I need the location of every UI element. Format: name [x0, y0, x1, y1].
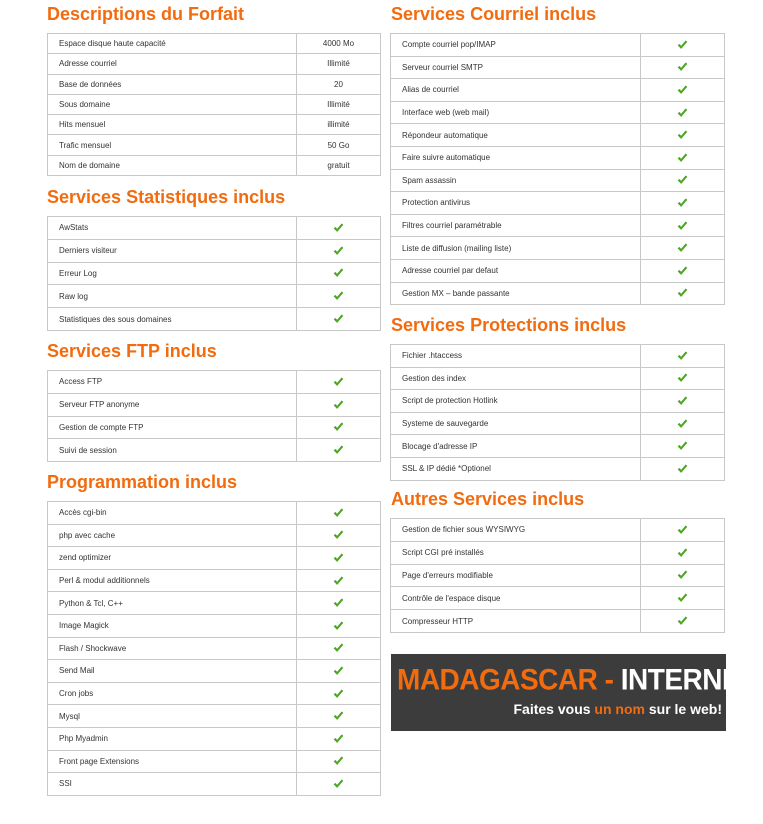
row-label: Gestion de compte FTP — [48, 416, 297, 439]
slogan-highlight: un nom — [594, 701, 645, 717]
row-value: gratuit — [297, 155, 381, 175]
row-label: Base de données — [48, 74, 297, 94]
forfait-table — [47, 33, 381, 176]
row-value: illimité — [297, 115, 381, 135]
check-icon — [677, 441, 688, 451]
check-icon — [333, 756, 344, 766]
forfait-title: Descriptions du Forfait — [47, 4, 245, 24]
brand-part2: INTERNET — [620, 663, 757, 696]
table-row — [391, 390, 725, 413]
row-included — [297, 637, 381, 660]
check-icon — [677, 153, 688, 163]
row-included — [641, 610, 725, 633]
row-label: Statistiques des sous domaines — [48, 308, 297, 331]
row-label: SSI — [48, 773, 297, 796]
table-row — [391, 610, 725, 633]
table-row — [48, 439, 381, 462]
table-row — [391, 345, 725, 368]
row-label: Adresse courriel — [48, 54, 297, 74]
table-row — [391, 282, 725, 305]
row-label: Répondeur automatique — [391, 124, 641, 147]
row-label: Accès cgi-bin — [48, 502, 297, 525]
table-row — [48, 524, 381, 547]
row-label: Page d'erreurs modifiable — [391, 564, 641, 587]
row-label: Script de protection Hotlink — [391, 390, 641, 413]
table-row — [391, 367, 725, 390]
check-icon — [333, 314, 344, 324]
table-row — [48, 773, 381, 796]
row-included — [641, 146, 725, 169]
row-label: SSL & IP dédié *Optionel — [391, 457, 641, 480]
table-row — [48, 285, 381, 308]
table-row — [391, 169, 725, 192]
table-row — [48, 217, 381, 240]
check-icon — [677, 40, 688, 50]
row-included — [641, 214, 725, 237]
row-included — [641, 435, 725, 458]
check-icon — [333, 734, 344, 744]
row-included — [641, 259, 725, 282]
row-label: Image Magick — [48, 614, 297, 637]
row-included — [297, 547, 381, 570]
table-row — [391, 412, 725, 435]
check-icon — [677, 593, 688, 603]
check-icon — [677, 198, 688, 208]
row-label: Compte courriel pop/IMAP — [391, 34, 641, 57]
brand-part1: MADAGASCAR — [397, 663, 598, 696]
check-icon — [333, 246, 344, 256]
row-included — [297, 705, 381, 728]
row-label: Faire suivre automatique — [391, 146, 641, 169]
check-icon — [333, 223, 344, 233]
row-label: Gestion de fichier sous WYSIWYG — [391, 519, 641, 542]
courriel-title: Services Courriel inclus — [391, 4, 597, 24]
table-row — [391, 457, 725, 480]
check-icon — [333, 553, 344, 563]
row-included — [641, 587, 725, 610]
row-included — [297, 439, 381, 462]
autres-table — [390, 518, 725, 633]
row-included — [297, 262, 381, 285]
row-included — [297, 524, 381, 547]
check-icon — [677, 243, 688, 253]
row-included — [641, 124, 725, 147]
check-icon — [677, 570, 688, 580]
table-row — [48, 74, 381, 94]
row-included — [297, 371, 381, 394]
check-icon — [333, 643, 344, 653]
row-value: 50 Go — [297, 135, 381, 155]
check-icon — [677, 266, 688, 276]
banner-slogan — [514, 701, 723, 717]
row-included — [641, 519, 725, 542]
table-row — [391, 192, 725, 215]
check-icon — [333, 377, 344, 387]
madagascar-internet-banner[interactable] — [391, 654, 757, 731]
table-row — [391, 146, 725, 169]
check-icon — [333, 291, 344, 301]
row-included — [641, 390, 725, 413]
row-included — [641, 237, 725, 260]
row-included — [641, 79, 725, 102]
check-icon — [677, 525, 688, 535]
check-icon — [677, 419, 688, 429]
table-row — [48, 660, 381, 683]
row-included — [641, 367, 725, 390]
table-row — [48, 155, 381, 175]
row-included — [297, 614, 381, 637]
row-label: Flash / Shockwave — [48, 637, 297, 660]
protections-title: Services Protections inclus — [391, 315, 627, 335]
table-row — [48, 502, 381, 525]
row-label: AwStats — [48, 217, 297, 240]
row-included — [297, 682, 381, 705]
check-icon — [677, 85, 688, 95]
row-included — [297, 285, 381, 308]
table-row — [391, 101, 725, 124]
statistiques-title: Services Statistiques inclus — [47, 187, 286, 207]
row-label: Systeme de sauvegarde — [391, 412, 641, 435]
check-icon — [677, 464, 688, 474]
row-label: Fichier .htaccess — [391, 345, 641, 368]
table-row — [391, 259, 725, 282]
row-label: Spam assassin — [391, 169, 641, 192]
row-label: Hits mensuel — [48, 115, 297, 135]
table-row — [48, 547, 381, 570]
table-row — [48, 54, 381, 74]
check-icon — [333, 530, 344, 540]
row-included — [297, 569, 381, 592]
row-label: Trafic mensuel — [48, 135, 297, 155]
row-value: Illimité — [297, 94, 381, 114]
row-label: php avec cache — [48, 524, 297, 547]
table-row — [48, 637, 381, 660]
row-included — [641, 34, 725, 57]
row-label: Nom de domaine — [48, 155, 297, 175]
row-label: Adresse courriel par defaut — [391, 259, 641, 282]
table-row — [48, 135, 381, 155]
table-row — [48, 94, 381, 114]
table-row — [391, 541, 725, 564]
table-row — [391, 519, 725, 542]
table-row — [391, 34, 725, 57]
row-label: Gestion MX – bande passante — [391, 282, 641, 305]
row-included — [297, 660, 381, 683]
row-label: Protection antivirus — [391, 192, 641, 215]
table-row — [48, 569, 381, 592]
slogan-post: sur le web! — [644, 701, 722, 717]
row-included — [297, 750, 381, 773]
row-label: Front page Extensions — [48, 750, 297, 773]
check-icon — [333, 711, 344, 721]
row-label: Raw log — [48, 285, 297, 308]
row-label: Perl & modul additionnels — [48, 569, 297, 592]
programmation-title: Programmation inclus — [47, 472, 238, 492]
check-icon — [677, 548, 688, 558]
row-label: Cron jobs — [48, 682, 297, 705]
row-label: Script CGI pré installés — [391, 541, 641, 564]
row-included — [641, 345, 725, 368]
table-row — [48, 393, 381, 416]
table-row — [391, 237, 725, 260]
table-row — [391, 564, 725, 587]
row-label: Contrôle de l'espace disque — [391, 587, 641, 610]
row-label: Erreur Log — [48, 262, 297, 285]
check-icon — [333, 422, 344, 432]
check-icon — [677, 351, 688, 361]
table-row — [391, 56, 725, 79]
row-included — [641, 541, 725, 564]
table-row — [48, 115, 381, 135]
row-label: Php Myadmin — [48, 727, 297, 750]
row-included — [297, 727, 381, 750]
statistiques-table — [47, 216, 381, 331]
check-icon — [333, 268, 344, 278]
slogan-pre: Faites vous — [513, 701, 595, 717]
table-row — [48, 371, 381, 394]
table-row — [391, 214, 725, 237]
table-row — [391, 79, 725, 102]
row-label: Mysql — [48, 705, 297, 728]
row-included — [297, 239, 381, 262]
check-icon — [677, 221, 688, 231]
row-included — [641, 564, 725, 587]
row-label: Suivi de session — [48, 439, 297, 462]
programmation-table — [47, 501, 381, 796]
row-included — [641, 169, 725, 192]
table-row — [48, 34, 381, 54]
table-row — [48, 614, 381, 637]
check-icon — [677, 396, 688, 406]
check-icon — [333, 400, 344, 410]
check-icon — [333, 445, 344, 455]
check-icon — [677, 288, 688, 298]
row-label: Serveur FTP anonyme — [48, 393, 297, 416]
check-icon — [677, 373, 688, 383]
row-included — [641, 282, 725, 305]
check-icon — [333, 576, 344, 586]
check-icon — [677, 130, 688, 140]
row-label: Serveur courriel SMTP — [391, 56, 641, 79]
row-included — [297, 416, 381, 439]
check-icon — [333, 666, 344, 676]
row-included — [641, 412, 725, 435]
row-value: 4000 Mo — [297, 34, 381, 54]
check-icon — [677, 175, 688, 185]
row-included — [641, 56, 725, 79]
check-icon — [333, 621, 344, 631]
table-row — [48, 262, 381, 285]
courriel-table — [390, 33, 725, 305]
table-row — [48, 705, 381, 728]
table-row — [48, 750, 381, 773]
table-row — [48, 416, 381, 439]
row-label: Access FTP — [48, 371, 297, 394]
row-label: Derniers visiteur — [48, 239, 297, 262]
check-icon — [333, 779, 344, 789]
check-icon — [677, 616, 688, 626]
check-icon — [677, 62, 688, 72]
row-label: Blocage d'adresse IP — [391, 435, 641, 458]
banner-brand — [397, 663, 757, 697]
row-included — [297, 502, 381, 525]
row-included — [297, 308, 381, 331]
table-row — [48, 727, 381, 750]
table-row — [48, 308, 381, 331]
row-label: Liste de diffusion (mailing liste) — [391, 237, 641, 260]
table-row — [48, 682, 381, 705]
ftp-title: Services FTP inclus — [47, 341, 217, 361]
row-value: Illimité — [297, 54, 381, 74]
row-label: Send Mail — [48, 660, 297, 683]
row-label: Sous domaine — [48, 94, 297, 114]
row-label: zend optimizer — [48, 547, 297, 570]
check-icon — [677, 108, 688, 118]
row-label: Gestion des index — [391, 367, 641, 390]
table-row — [391, 587, 725, 610]
row-label: Compresseur HTTP — [391, 610, 641, 633]
brand-separator: - — [597, 663, 621, 696]
check-icon — [333, 689, 344, 699]
row-included — [641, 192, 725, 215]
row-label: Alias de courriel — [391, 79, 641, 102]
table-row — [391, 435, 725, 458]
ftp-table — [47, 370, 381, 462]
autres-title: Autres Services inclus — [391, 489, 585, 509]
check-icon — [333, 508, 344, 518]
row-included — [641, 457, 725, 480]
table-row — [48, 239, 381, 262]
check-icon — [333, 598, 344, 608]
row-label: Filtres courriel paramétrable — [391, 214, 641, 237]
protections-table — [390, 344, 725, 481]
table-row — [391, 124, 725, 147]
row-value: 20 — [297, 74, 381, 94]
row-label: Python & Tcl, C++ — [48, 592, 297, 615]
table-row — [48, 592, 381, 615]
row-included — [297, 773, 381, 796]
row-label: Interface web (web mail) — [391, 101, 641, 124]
row-included — [641, 101, 725, 124]
row-included — [297, 393, 381, 416]
row-label: Espace disque haute capacité — [48, 34, 297, 54]
row-included — [297, 217, 381, 240]
row-included — [297, 592, 381, 615]
